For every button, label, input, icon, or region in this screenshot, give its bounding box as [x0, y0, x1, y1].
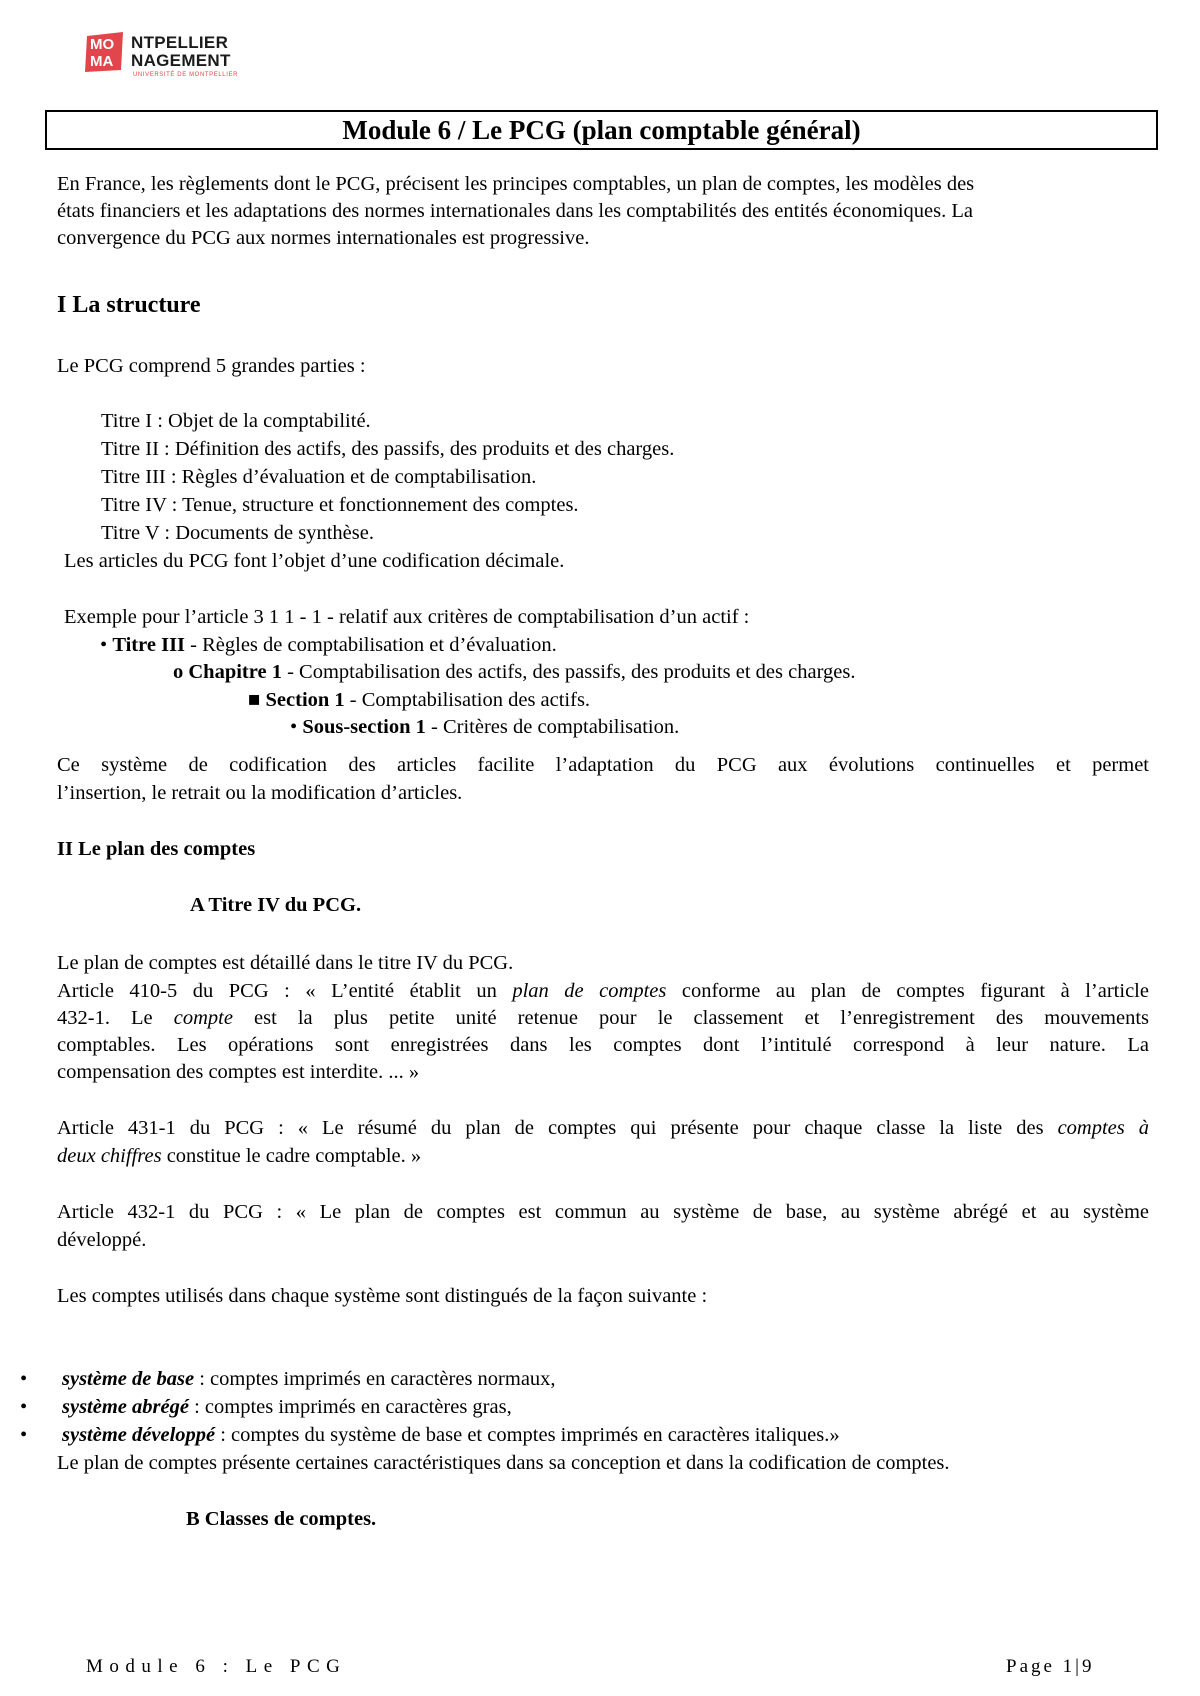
- montpellier-management-logo: [83, 28, 253, 82]
- svg-text:MA: MA: [90, 53, 114, 70]
- system-list-item: système abrégé : comptes imprimés en caractères gras,: [62, 1396, 512, 1418]
- subsection-b-heading: B Classes de comptes.: [186, 1508, 377, 1530]
- subsection-a-heading: A Titre IV du PCG.: [190, 894, 362, 916]
- section-2-heading: II Le plan des comptes: [57, 838, 256, 860]
- example-intro: Exemple pour l’article 3 1 1 - 1 - relatif aux critères de comptabilisation d’un actif :: [64, 606, 750, 628]
- bullet-dot-icon: •: [100, 634, 108, 656]
- svg-text:MO: MO: [90, 36, 115, 53]
- intro-line-2: états financiers et les adaptations des normes internationales dans les comptabilités des entités économiques. La: [57, 200, 973, 222]
- footer-module-label: Module 6 : Le PCG: [86, 1656, 347, 1677]
- document-title: Module 6 / Le PCG (plan comptable général): [45, 110, 1158, 150]
- system-list-item: système de base : comptes imprimés en caractères normaux,: [62, 1368, 556, 1390]
- bullet-dot-icon: •: [20, 1396, 28, 1418]
- codification-note: Les articles du PCG font l’objet d’une codification décimale.: [64, 550, 565, 572]
- codification-conclusion-line-2: l’insertion, le retrait ou la modification d’articles.: [57, 782, 463, 804]
- article-410-line-2: 432-1. Le compte est la plus petite unité retenue pour le classement et l’enregistrement des mouvements: [57, 1007, 1150, 1029]
- titre-item: Titre IV : Tenue, structure et fonctionnement des comptes.: [101, 494, 579, 516]
- bullet-dot-icon: •: [20, 1368, 28, 1390]
- titre-item: Titre II : Définition des actifs, des passifs, des produits et des charges.: [101, 438, 675, 460]
- logo-line-1: NTPELLIER: [131, 33, 229, 52]
- systems-distinction: Les comptes utilisés dans chaque système sont distingués de la façon suivante :: [57, 1285, 708, 1307]
- article-410-line-1: Article 410-5 du PCG : « L’entité établit un plan de comptes conforme au plan de comptes figurant à l’article: [57, 980, 1149, 1002]
- titre-item: Titre III : Règles d’évaluation et de comptabilisation.: [101, 466, 537, 488]
- codification-conclusion-line-1: Ce système de codification des articles facilite l’adaptation du PCG aux évolutions continuelles et permet: [57, 754, 1149, 776]
- intro-line-3: convergence du PCG aux normes internationales est progressive.: [57, 227, 590, 249]
- logo-line-2: NAGEMENT: [131, 51, 231, 70]
- intro-line-1: En France, les règlements dont le PCG, précisent les principes comptables, un plan de comptes, les modèles des: [57, 173, 975, 195]
- bullet-dot-icon: •: [290, 716, 298, 738]
- titre-item: Titre I : Objet de la comptabilité.: [101, 410, 371, 432]
- system-list-item: système développé : comptes du système de base et comptes imprimés en caractères italiques.»: [62, 1424, 840, 1446]
- article-410-line-4: compensation des comptes est interdite. ... »: [57, 1061, 420, 1083]
- article-432-line-2: développé.: [57, 1229, 147, 1251]
- article-431-line-1: Article 431-1 du PCG : « Le résumé du plan de comptes qui présente pour chaque classe la liste des comptes à: [57, 1117, 1149, 1139]
- article-431-line-2: deux chiffres constitue le cadre comptable. »: [57, 1145, 422, 1167]
- hierarchy-level-chapitre: o Chapitre 1 - Comptabilisation des actifs, des passifs, des produits et des charges.: [173, 661, 856, 683]
- section-1-heading: I La structure: [57, 292, 201, 318]
- bullet-square-icon: ■: [248, 689, 261, 711]
- bullet-circle-icon: o: [173, 661, 184, 683]
- footer-page-number: Page 1|9: [1006, 1656, 1095, 1677]
- titre-item: Titre V : Documents de synthèse.: [101, 522, 374, 544]
- section-1-lead: Le PCG comprend 5 grandes parties :: [57, 355, 366, 377]
- article-432-line-1: Article 432-1 du PCG : « Le plan de comptes est commun au système de base, au système abrégé et au système: [57, 1201, 1149, 1223]
- plan-detail-sentence: Le plan de comptes est détaillé dans le titre IV du PCG.: [57, 952, 514, 974]
- logo-tagline: UNIVERSITÉ DE MONTPELLIER: [133, 72, 239, 78]
- hierarchy-level-sous-section: • Sous-section 1 - Critères de comptabilisation.: [290, 716, 680, 738]
- hierarchy-level-titre: • Titre III - Règles de comptabilisation et d’évaluation.: [100, 634, 557, 656]
- article-410-line-3: comptables. Les opérations sont enregistrées dans les comptes dont l’intitulé correspond à leur nature. La: [57, 1034, 1149, 1056]
- bullet-dot-icon: •: [20, 1424, 28, 1446]
- plan-features-sentence: Le plan de comptes présente certaines caractéristiques dans sa conception et dans la codification de comptes.: [57, 1452, 950, 1474]
- hierarchy-level-section: ■ Section 1 - Comptabilisation des actifs.: [248, 689, 591, 711]
